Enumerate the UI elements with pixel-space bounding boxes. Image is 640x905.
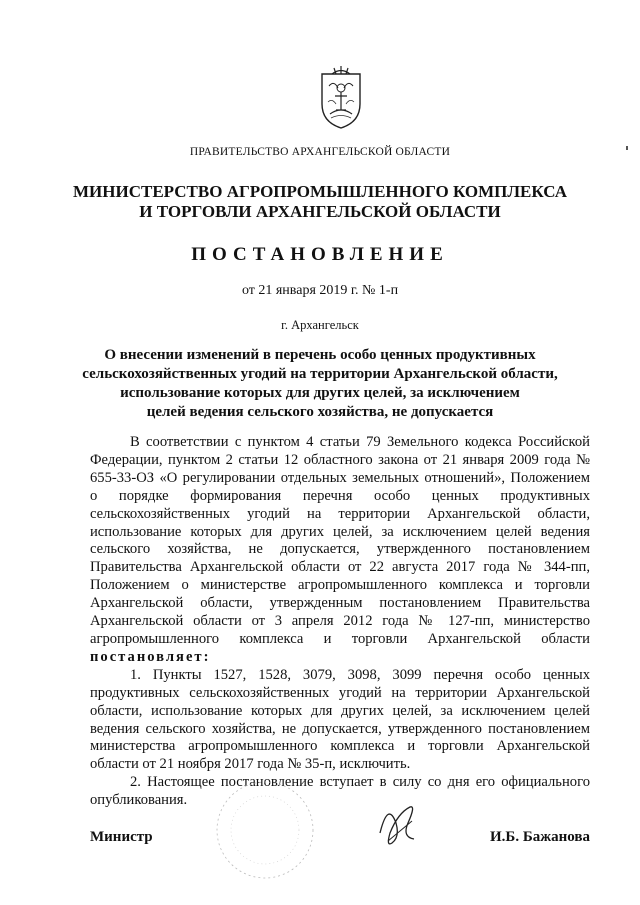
arkhangelsk-coat-of-arms-icon: [316, 66, 366, 130]
ministry-name-line-2: И ТОРГОВЛИ АРХАНГЕЛЬСКОЙ ОБЛАСТИ: [139, 202, 501, 221]
ministry-name: [0, 182, 640, 222]
preamble-paragraph: [90, 434, 590, 667]
scan-mark: [626, 146, 628, 150]
document-type: ПОСТАНОВЛЕНИЕ: [191, 244, 449, 265]
preamble-text: В соответствии с пунктом 4 статьи 79 Земельного кодекса Российской Федерации, пунктом 2 статьи 12 областного закона от 21 января 2009 года № 655-33-ОЗ «О регулировании отдельных земельных отношений», Положением о порядке формирования перечня особо ценных продуктивных сельскохозяйственных угодий на территории Архангельской области, использование которых для других целей, за исключением целей ведения сельского хозяйства, не допускается, утвержденного постановлением Правительства Архангельской области от 22 августа 2017 года № 344-пп, Положением о министерстве агропромышленного комплекса и торговли Архангельской области, утвержденным постановлением Правительства Архангельской области от 3 апреля 2012 года № 127-пп, министерство агропромышленного комплекса и торговли Архангельской области: [90, 434, 590, 647]
document-title-line-3: использование которых для других целей, за исключением: [120, 385, 520, 401]
resolves-keyword: постановляет:: [90, 648, 211, 665]
document-title-line-2: сельскохозяйственных угодий на территории Архангельской области,: [82, 366, 558, 382]
document-city: г. Архангельск: [281, 318, 359, 332]
item-2-paragraph: 2. Настоящее постановление вступает в силу со дня его официального опубликования.: [90, 774, 590, 809]
document-title-line-4: целей ведения сельского хозяйства, не допускается: [146, 404, 494, 420]
signatory-name: И.Б. Бажанова: [490, 829, 590, 845]
government-name: ПРАВИТЕЛЬСТВО АРХАНГЕЛЬСКОЙ ОБЛАСТИ: [189, 146, 451, 158]
handwritten-signature-icon: [370, 793, 430, 853]
document-body: [90, 434, 590, 810]
ministry-name-line-1: МИНИСТЕРСТВО АГРОПРОМЫШЛЕННОГО КОМПЛЕКСА: [73, 182, 567, 201]
item-1-paragraph: 1. Пункты 1527, 1528, 3079, 3098, 3099 перечня особо ценных продуктивных сельскохозяйственных угодий на территории Архангельской области, использование которых для других целей, за исключением целей ведения сельского хозяйства, не допускается, утвержденного постановлением министерства агропромышленного комплекса и торговли Архангельской области от 21 ноября 2017 года № 35-п, исключить.: [90, 666, 590, 773]
document-title-line-1: О внесении изменений в перечень особо ценных продуктивных: [104, 347, 536, 363]
signatory-position: Министр: [90, 829, 153, 845]
document-date-number: от 21 января 2019 г. № 1-п: [241, 283, 399, 298]
faint-stamp-icon: [205, 775, 325, 885]
document-title: [0, 346, 640, 422]
